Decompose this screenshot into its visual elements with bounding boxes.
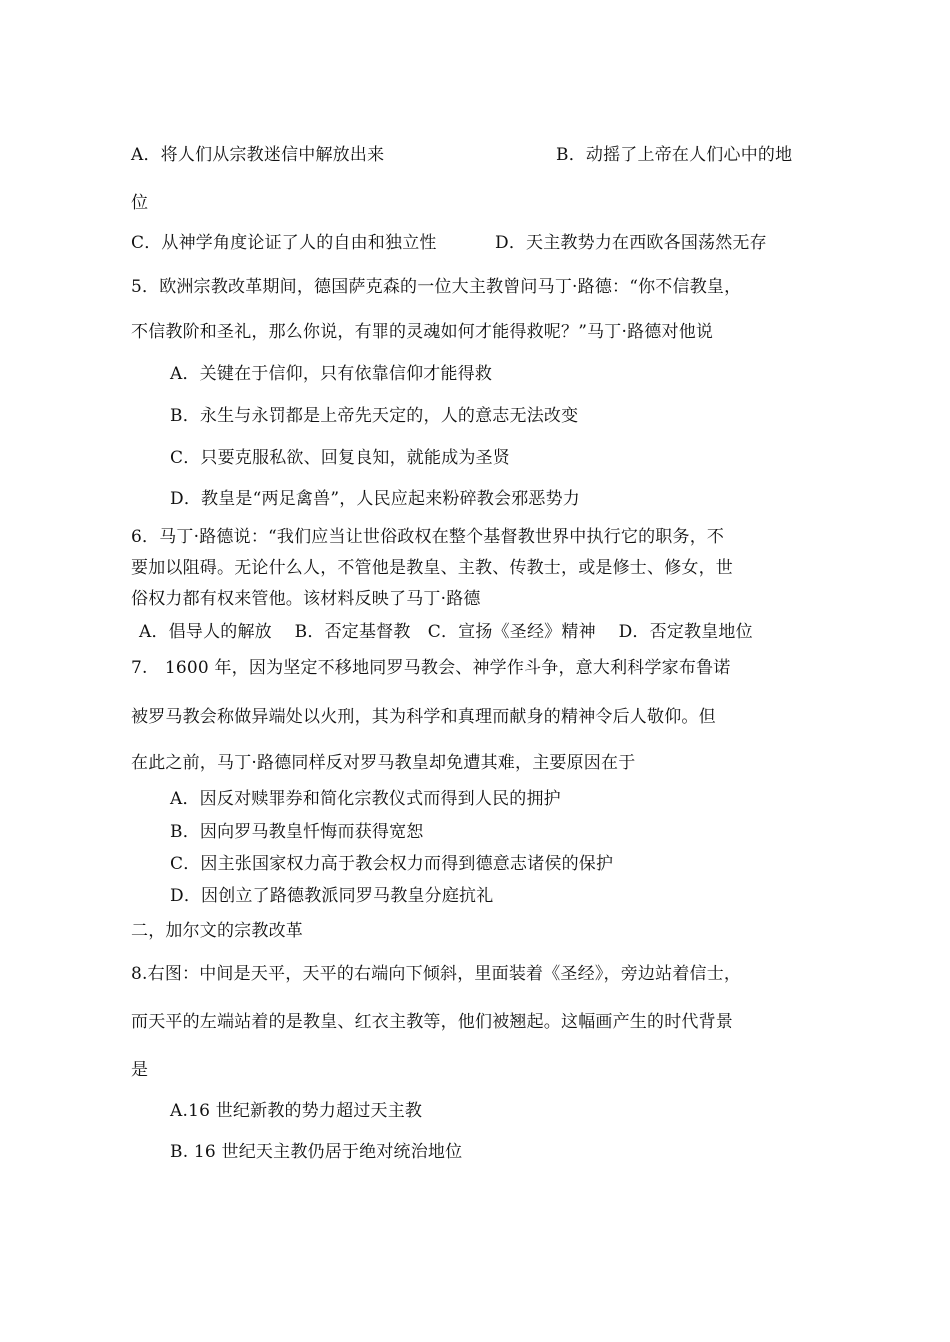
- q7-stem-line-3: 在此之前，马丁·路德同样反对罗马教皇却免遭其难，主要原因在于: [131, 753, 636, 773]
- q5-stem-line-2: 不信教阶和圣礼，那么你说，有罪的灵魂如何才能得救呢？”马丁·路德对他说: [131, 322, 714, 342]
- q8-stem-line-2: 而天平的左端站着的是教皇、红衣主教等，他们被翘起。这幅画产生的时代背景: [131, 1012, 733, 1032]
- q5-option-a: A．关键在于信仰，只有依靠信仰才能得救: [170, 364, 493, 384]
- q6-stem-line-3: 俗权力都有权来管他。该材料反映了马丁·路德: [131, 589, 481, 609]
- q5-option-b: B．永生与永罚都是上帝先天定的，人的意志无法改变: [170, 406, 579, 426]
- q8-stem-line-1: 8.右图：中间是天平，天平的右端向下倾斜，里面装着《圣经》，旁边站着信士，: [131, 964, 742, 984]
- q7-option-d: D．因创立了路德教派同罗马教皇分庭抗礼: [170, 886, 494, 906]
- q8-option-b: B. 16 世纪天主教仍居于绝对统治地位: [170, 1142, 463, 1162]
- q4-option-a: A．将人们从宗教迷信中解放出来: [131, 145, 385, 165]
- q7-option-c: C．因主张国家权力高于教会权力而得到德意志诸侯的保护: [170, 854, 614, 874]
- section-heading: 二，加尔文的宗教改革: [131, 921, 303, 941]
- q7-option-a: A．因反对赎罪券和简化宗教仪式而得到人民的拥护: [170, 789, 561, 809]
- q7-stem-line-1: 7. 1600 年，因为坚定不移地同罗马教会、神学作斗争，意大利科学家布鲁诺: [131, 658, 731, 678]
- q8-option-a: A.16 世纪新教的势力超过天主教: [170, 1101, 423, 1121]
- q7-option-b: B．因向罗马教皇忏悔而获得宽恕: [170, 822, 424, 842]
- q5-option-c: C．只要克服私欲、回复良知，就能成为圣贤: [170, 448, 511, 468]
- q6-options: A．倡导人的解放 B．否定基督教 C．宣扬《圣经》精神 D．否定教皇地位: [139, 622, 753, 642]
- q5-option-d: D．教皇是“两足禽兽”，人民应起来粉碎教会邪恶势力: [170, 489, 581, 509]
- q6-stem-line-2: 要加以阻碍。无论什么人，不管他是教皇、主教、传教士，或是修士、修女，世: [131, 558, 733, 578]
- q7-stem-line-2: 被罗马教会称做异端处以火刑，其为科学和真理而献身的精神令后人敬仰。但: [131, 707, 716, 727]
- q4-option-b-continued: 位: [131, 193, 149, 213]
- q8-stem-line-3: 是: [131, 1060, 149, 1080]
- q6-stem-line-1: 6．马丁·路德说：“我们应当让世俗政权在整个基督教世界中执行它的职务，不: [131, 527, 725, 547]
- q4-option-c: C．从神学角度论证了人的自由和独立性: [131, 233, 437, 253]
- q4-option-d: D．天主教势力在西欧各国荡然无存: [495, 233, 767, 253]
- q5-stem-line-1: 5．欧洲宗教改革期间，德国萨克森的一位大主教曾问马丁·路德：“你不信教皇，: [131, 277, 742, 297]
- q4-option-b: B．动摇了上帝在人们心中的地: [556, 145, 793, 165]
